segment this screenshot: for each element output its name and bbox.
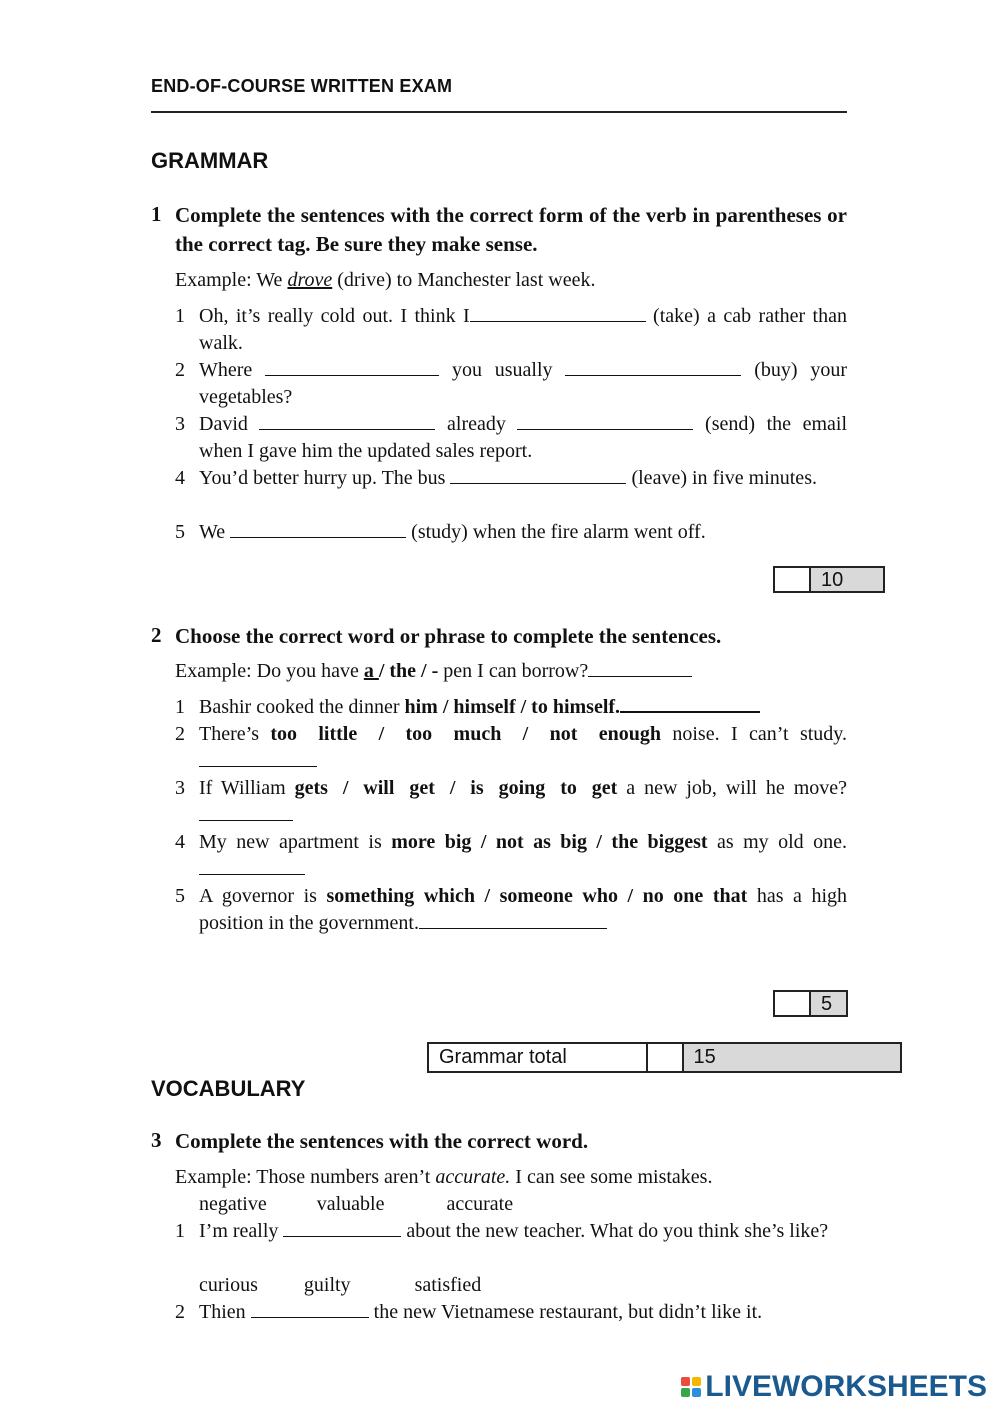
q3-item-1-text-a: I’m really — [199, 1220, 284, 1242]
q1-item-3-number: 3 — [175, 413, 185, 435]
q1-item-4-blank[interactable] — [450, 466, 626, 484]
q2-item-4-blank[interactable] — [199, 857, 305, 875]
q2-item-3-text-c: move? — [793, 777, 847, 799]
question-1-max-score: 10 — [811, 568, 883, 591]
question-1-example — [175, 267, 595, 294]
q2-item-2-text-c: study. — [799, 723, 847, 745]
q1-item-3-text-b: already — [447, 413, 518, 435]
q3-word-bank-1 — [199, 1191, 563, 1218]
q2-item-2-options: too little / too much / not enough — [270, 723, 661, 745]
q1-item-2-text-a: Where — [199, 359, 266, 381]
question-1-instruction: Complete the sentences with the correct form of the verb in parentheses or the correct tag. Be sure they make sense. — [175, 203, 847, 256]
q1-item-4-text-b: (leave) in five — [626, 467, 744, 489]
logo-square — [692, 1388, 701, 1397]
q2-item-4-text-a: My new apartment is — [199, 831, 392, 853]
q2-item-2-text-b: noise. I can’t — [661, 723, 789, 745]
q1-item-1 — [199, 303, 847, 357]
q2-item-5-text-b: has a — [747, 885, 802, 907]
question-3-instruction: Complete the sentences with the correct word. — [175, 1129, 589, 1153]
q1-item-2-number: 2 — [175, 359, 185, 381]
vocabulary-section-title: VOCABULARY — [151, 1076, 306, 1101]
word-option: curious — [199, 1274, 258, 1296]
q1-item-2-text-c: (buy) your — [741, 359, 848, 381]
q2-item-5-text-c: high position in the government. — [199, 885, 848, 934]
q3-item-2-number: 2 — [175, 1301, 185, 1323]
q2-item-3-text-b: a new job, will he — [617, 777, 785, 799]
grammar-total-label: Grammar total — [429, 1044, 648, 1071]
word-option: valuable — [316, 1193, 385, 1215]
example-prefix: Example: We — [175, 269, 288, 291]
question-2-example — [175, 658, 692, 685]
grammar-total-input[interactable] — [648, 1044, 684, 1071]
q3-item-2 — [199, 1299, 847, 1326]
q2-item-1 — [199, 694, 847, 721]
example-answer: drove — [287, 269, 333, 291]
q1-item-4-text-a: You’d better hurry up. The bus — [199, 467, 451, 489]
q2-example-suffix: pen I can borrow? — [438, 660, 589, 682]
q3-item-1-text-b: about the new teacher. What do you think — [401, 1220, 740, 1242]
q1-item-1-number: 1 — [175, 305, 185, 327]
q2-item-3-options: gets / will get / is going to get — [294, 777, 618, 799]
q1-item-5-text-b: (study) when the fire alarm went off. — [406, 521, 706, 543]
q1-item-3-text-d: email when I gave him the updated sales report. — [199, 413, 848, 462]
header-divider — [151, 111, 847, 113]
q1-item-2-blank-1[interactable] — [265, 358, 439, 376]
q2-item-5-options: something which / someone who / no one that — [326, 885, 748, 907]
q1-item-3-text-c: (send) the — [705, 413, 792, 435]
logo-text: LIVEWORKSHEETS — [705, 1370, 987, 1403]
q3-item-2-blank[interactable] — [251, 1300, 369, 1318]
q2-item-1-options: him / himself / to himself. — [404, 696, 621, 718]
q1-item-3 — [199, 411, 847, 465]
question-1-score-box — [773, 566, 885, 593]
q2-item-4-options: more big / not as big / the biggest — [391, 831, 708, 853]
q1-item-4-number: 4 — [175, 467, 185, 489]
q3-item-2-text-a: Thien — [199, 1301, 251, 1323]
question-1-number: 1 — [151, 202, 162, 226]
q1-item-2-text-d: vegetables? — [199, 386, 293, 408]
q2-item-5-blank[interactable] — [419, 911, 607, 929]
q1-item-1-text-a: Oh, it’s really cold out. I think I — [199, 305, 470, 327]
word-option: accurate — [446, 1193, 514, 1215]
q3-example-answer: accurate. — [435, 1166, 511, 1188]
q2-item-5-text-a: A governor is — [199, 885, 327, 907]
q2-example-blank — [588, 659, 692, 677]
q2-example-prefix: Example: Do you have — [175, 660, 364, 682]
q2-item-2-text-a: There’s — [199, 723, 271, 745]
question-3-example — [175, 1164, 712, 1191]
grammar-total-box — [427, 1042, 902, 1073]
question-1-score-input[interactable] — [775, 568, 811, 591]
q1-item-5-blank[interactable] — [230, 520, 406, 538]
question-2-number: 2 — [151, 623, 162, 647]
q3-example-suffix: I can see some mistakes. — [510, 1166, 713, 1188]
q2-item-1-number: 1 — [175, 696, 185, 718]
word-option: negative — [199, 1193, 267, 1215]
q1-item-5-text-a: We — [199, 521, 231, 543]
q1-item-3-blank-1[interactable] — [259, 412, 435, 430]
q2-item-4-text-b: as my old — [707, 831, 804, 853]
q3-item-1-blank[interactable] — [283, 1219, 401, 1237]
q3-item-1-text-c: she’s like? — [744, 1220, 829, 1242]
q2-item-1-text: Bashir cooked the dinner — [199, 696, 405, 718]
q2-item-3-text-a: If William — [199, 777, 295, 799]
q2-item-5-number: 5 — [175, 885, 185, 907]
word-option: guilty — [303, 1274, 351, 1296]
q2-item-3-blank[interactable] — [199, 803, 293, 821]
example-suffix: (drive) to Manchester last week. — [332, 269, 596, 291]
q2-item-2 — [199, 721, 847, 775]
q2-example-options: / the / - — [378, 660, 439, 682]
q1-item-1-text-c: rather than walk. — [199, 305, 847, 354]
q2-item-1-blank[interactable] — [620, 694, 760, 713]
question-3-number: 3 — [151, 1128, 162, 1152]
q2-item-2-blank[interactable] — [199, 749, 317, 767]
q1-item-1-blank[interactable] — [470, 304, 646, 322]
q3-word-bank-2 — [199, 1272, 531, 1299]
logo-mark-icon — [681, 1377, 701, 1397]
q1-item-3-text-a: David — [199, 413, 260, 435]
question-2-max-score: 5 — [811, 992, 846, 1015]
q2-item-3-number: 3 — [175, 777, 185, 799]
q2-item-3 — [199, 775, 847, 829]
q1-item-3-blank-2[interactable] — [517, 412, 693, 430]
grammar-section-title: GRAMMAR — [151, 148, 269, 173]
q2-item-4-text-c: one. — [813, 831, 848, 853]
q1-item-4 — [199, 465, 847, 492]
q3-item-1 — [199, 1218, 847, 1245]
logo-square — [681, 1377, 690, 1386]
q1-item-2-text-b: you usually — [439, 359, 566, 381]
question-2-instruction: Choose the correct word or phrase to complete the sentences. — [175, 624, 722, 648]
q2-example-answer: a — [363, 660, 379, 682]
q1-item-5-number: 5 — [175, 521, 185, 543]
q1-item-2 — [199, 357, 847, 411]
exam-title: END-OF-COURSE WRITTEN EXAM — [151, 76, 453, 96]
q2-item-5 — [199, 883, 847, 937]
q1-item-2-blank-2[interactable] — [565, 358, 741, 376]
logo-square — [692, 1377, 701, 1386]
q3-item-2-text-b: the new Vietnamese restaurant, but didn’t like it. — [368, 1301, 763, 1323]
question-2-score-box — [773, 990, 848, 1017]
question-2-score-input[interactable] — [775, 992, 811, 1015]
q2-item-4 — [199, 829, 847, 883]
q2-item-2-number: 2 — [175, 723, 185, 745]
liveworksheets-logo — [681, 1370, 987, 1404]
q1-item-5 — [199, 519, 847, 546]
q2-item-4-number: 4 — [175, 831, 185, 853]
q1-item-4-text-c: minutes. — [748, 467, 817, 489]
logo-square — [681, 1388, 690, 1397]
q1-item-1-text-b: (take) a cab — [645, 305, 752, 327]
word-option: satisfied — [414, 1274, 482, 1296]
grammar-total-max-score: 15 — [684, 1044, 901, 1071]
q3-example-prefix: Example: Those numbers aren’t — [175, 1166, 436, 1188]
q3-item-1-number: 1 — [175, 1220, 185, 1242]
